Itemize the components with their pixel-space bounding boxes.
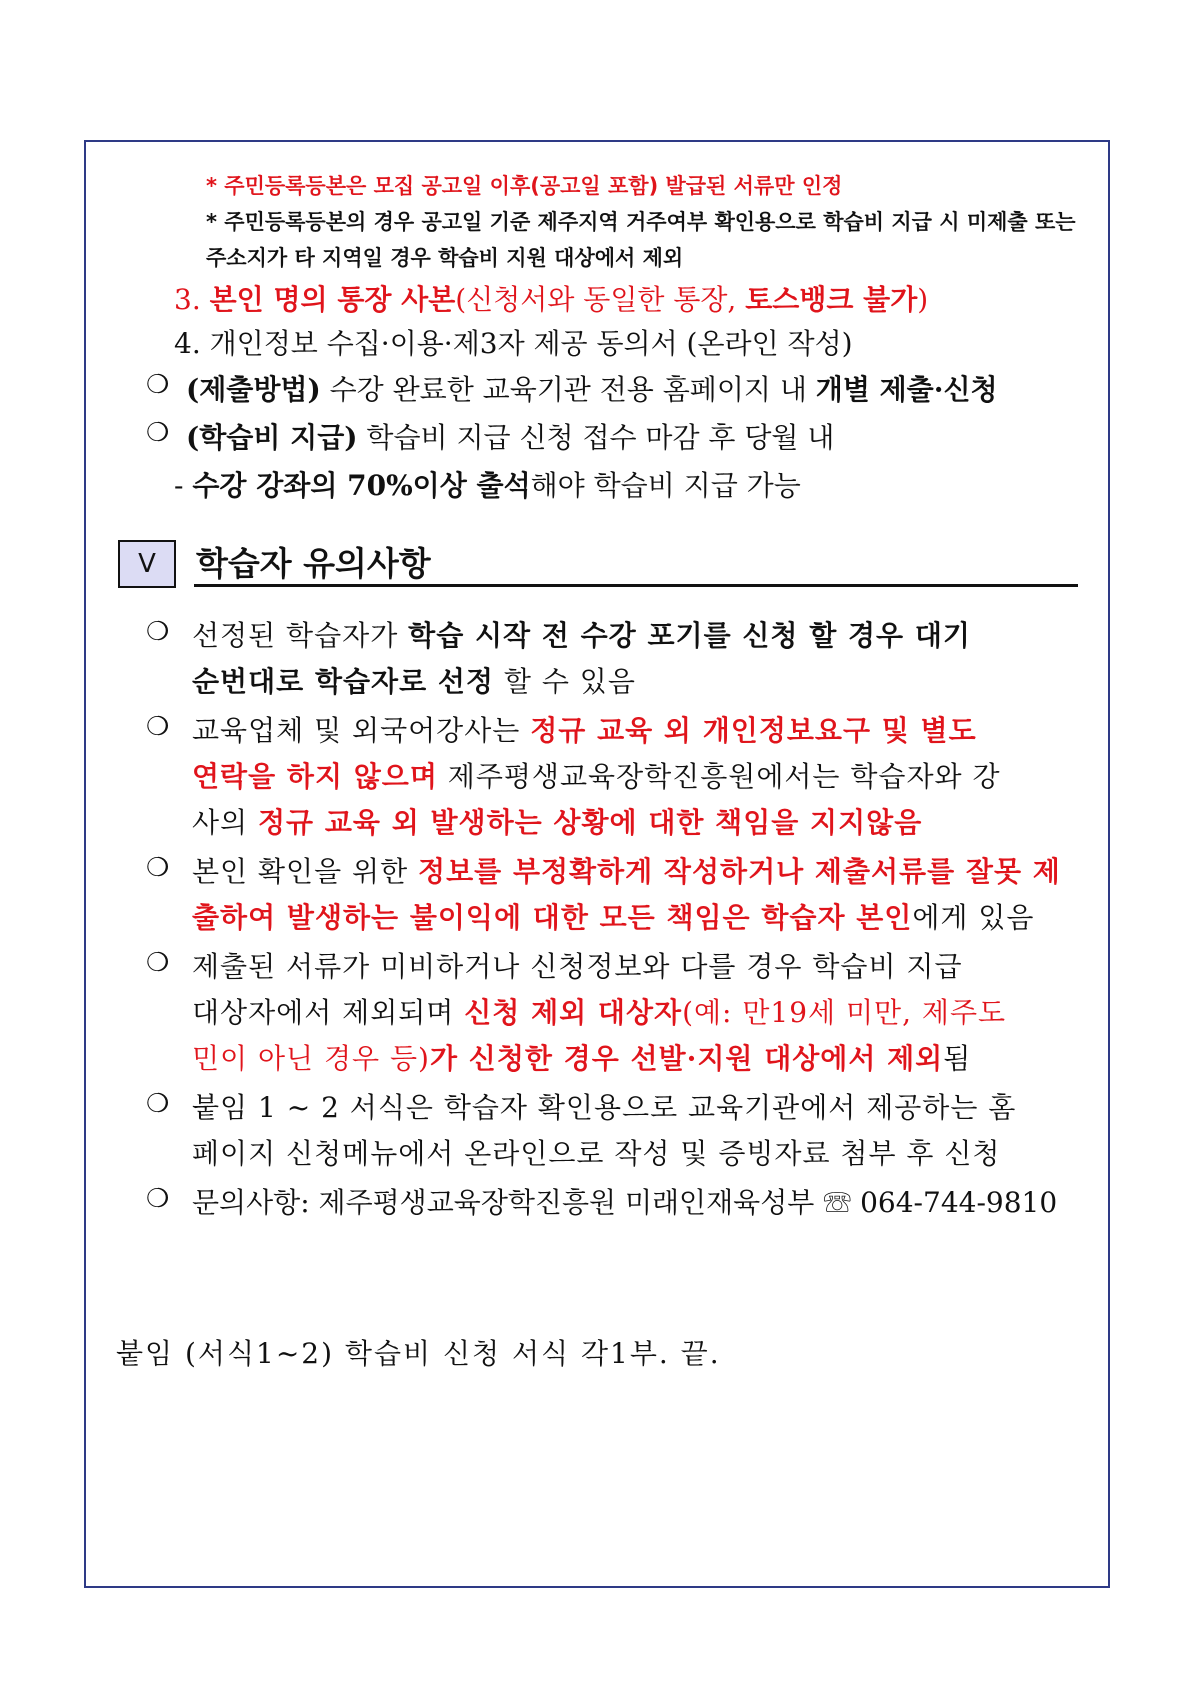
- notice-2-text: 교육업체 및 외국어강사는: [192, 714, 531, 747]
- notice-4-example: (예: 만19세 미만, 제주도: [682, 996, 1007, 1029]
- notice-1-line-2: [192, 660, 636, 700]
- payment-condition-text: 해야 학습비 지급 가능: [530, 469, 801, 502]
- submission-emphasis: 개별 제출·신청: [815, 373, 998, 406]
- notice-2-text-3: 사의: [192, 806, 258, 839]
- doc-item-3-detail: (신청서와 동일한 통장,: [455, 283, 746, 316]
- attachment-note: 붙임 (서식1~2) 학습비 신청 서식 각1부. 끝.: [116, 1337, 721, 1370]
- notice-1-line-1: [192, 614, 971, 654]
- bullet-icon: ❍: [146, 1184, 170, 1214]
- notice-2-line-3: [192, 801, 922, 841]
- notice-3-emphasis: 정보를 부정확하게 작성하거나 제출서류를 잘못 제: [418, 855, 1061, 888]
- section-divider: [194, 584, 1078, 587]
- notice-2-line-2: [192, 755, 1001, 795]
- payment-text: 학습비 지급 신청 접수 마감 후 당월 내: [357, 421, 835, 454]
- doc-item-3-number: 3.: [174, 283, 210, 316]
- submission-method: [186, 368, 998, 408]
- notice-2-emphasis-3: 정규 교육 외 발생하는 상황에 대한 책임을 지지않음: [258, 806, 923, 839]
- notice-2-line-1: [192, 709, 977, 749]
- notice-1-text-2: 할 수 있음: [493, 665, 636, 698]
- doc-item-4: 4. 개인정보 수집·이용·제3자 제공 동의서 (온라인 작성): [174, 327, 853, 360]
- contact-info: 문의사항: 제주평생교육장학진흥원 미래인재육성부 ☏ 064-744-9810: [192, 1186, 1058, 1219]
- dash-marker: -: [174, 469, 193, 502]
- doc-item-3-title: 본인 명의 통장 사본: [209, 283, 456, 316]
- notice-4-example-2: 민이 아닌 경우 등): [192, 1042, 430, 1075]
- payment-label: (학습비 지급): [186, 421, 358, 454]
- bullet-icon: ❍: [146, 1089, 170, 1119]
- notice-5-line-2: 페이지 신청메뉴에서 온라인으로 작성 및 증빙자료 첨부 후 신청: [192, 1137, 1001, 1170]
- submission-text: 수강 완료한 교육기관 전용 홈페이지 내: [320, 373, 816, 406]
- notice-3-line-2: [192, 896, 1034, 936]
- bullet-icon: ❍: [146, 948, 170, 978]
- note-issue-date: * 주민등록등본은 모집 공고일 이후(공고일 포함) 발급된 서류만 인정: [206, 174, 843, 198]
- bullet-icon: ❍: [146, 418, 170, 448]
- payment-condition-emphasis: 수강 강좌의 70%이상 출석: [192, 469, 531, 502]
- notice-3-text: 본인 확인을 위한: [192, 855, 419, 888]
- bullet-icon: ❍: [146, 853, 170, 883]
- notice-4-line-2: [192, 991, 1006, 1031]
- note-residence-exclusion: 주소지가 타 지역일 경우 학습비 지원 대상에서 제외: [206, 246, 684, 270]
- notice-2-emphasis: 정규 교육 외 개인정보요구 및 별도: [530, 714, 977, 747]
- notice-5-line-1: 붙임 1 ~ 2 서식은 학습자 확인용으로 교육기관에서 제공하는 홈: [192, 1091, 1017, 1124]
- notice-4-line-3: [192, 1037, 971, 1077]
- notice-4-text-2: 됨: [943, 1042, 972, 1075]
- payment-condition: [174, 464, 801, 504]
- notice-2-text-2: 제주평생교육장학진흥원에서는 학습자와 강: [437, 760, 1001, 793]
- notice-4-line-1: 제출된 서류가 미비하거나 신청정보와 다를 경우 학습비 지급: [192, 950, 963, 983]
- note-residence-check: * 주민등록등본의 경우 공고일 기준 제주지역 거주여부 확인용으로 학습비 지급 시 미제출 또는: [206, 210, 1076, 234]
- notice-3-text-2: 에게 있음: [912, 901, 1035, 934]
- notice-1-text: 선정된 학습자가: [192, 619, 409, 652]
- submission-label: (제출방법): [186, 373, 321, 406]
- bullet-icon: ❍: [146, 712, 170, 742]
- bullet-icon: ❍: [146, 370, 170, 400]
- notice-4-emphasis-2: 가 신청한 경우 선발·지원 대상에서 제외: [429, 1042, 944, 1075]
- payment-info: [186, 416, 834, 456]
- section-title: 학습자 유의사항: [196, 544, 431, 583]
- notice-3-emphasis-2: 출하여 발생하는 불이익에 대한 모든 책임은 학습자 본인: [192, 901, 913, 934]
- notice-1-emphasis-2: 순번대로 학습자로 선정: [192, 665, 494, 698]
- section-number-box: Ⅴ: [118, 540, 176, 588]
- notice-4-text: 대상자에서 제외되며: [192, 996, 465, 1029]
- doc-item-3-close: ): [917, 283, 929, 316]
- notice-4-emphasis: 신청 제외 대상자: [464, 996, 683, 1029]
- notice-2-emphasis-2: 연락을 하지 않으며: [192, 760, 438, 793]
- bullet-icon: ❍: [146, 617, 170, 647]
- notice-3-line-1: [192, 850, 1061, 890]
- doc-item-3: [174, 278, 928, 318]
- notice-1-emphasis: 학습 시작 전 수강 포기를 신청 할 경우 대기: [408, 619, 971, 652]
- doc-item-3-exception: 토스뱅크 불가: [745, 283, 918, 316]
